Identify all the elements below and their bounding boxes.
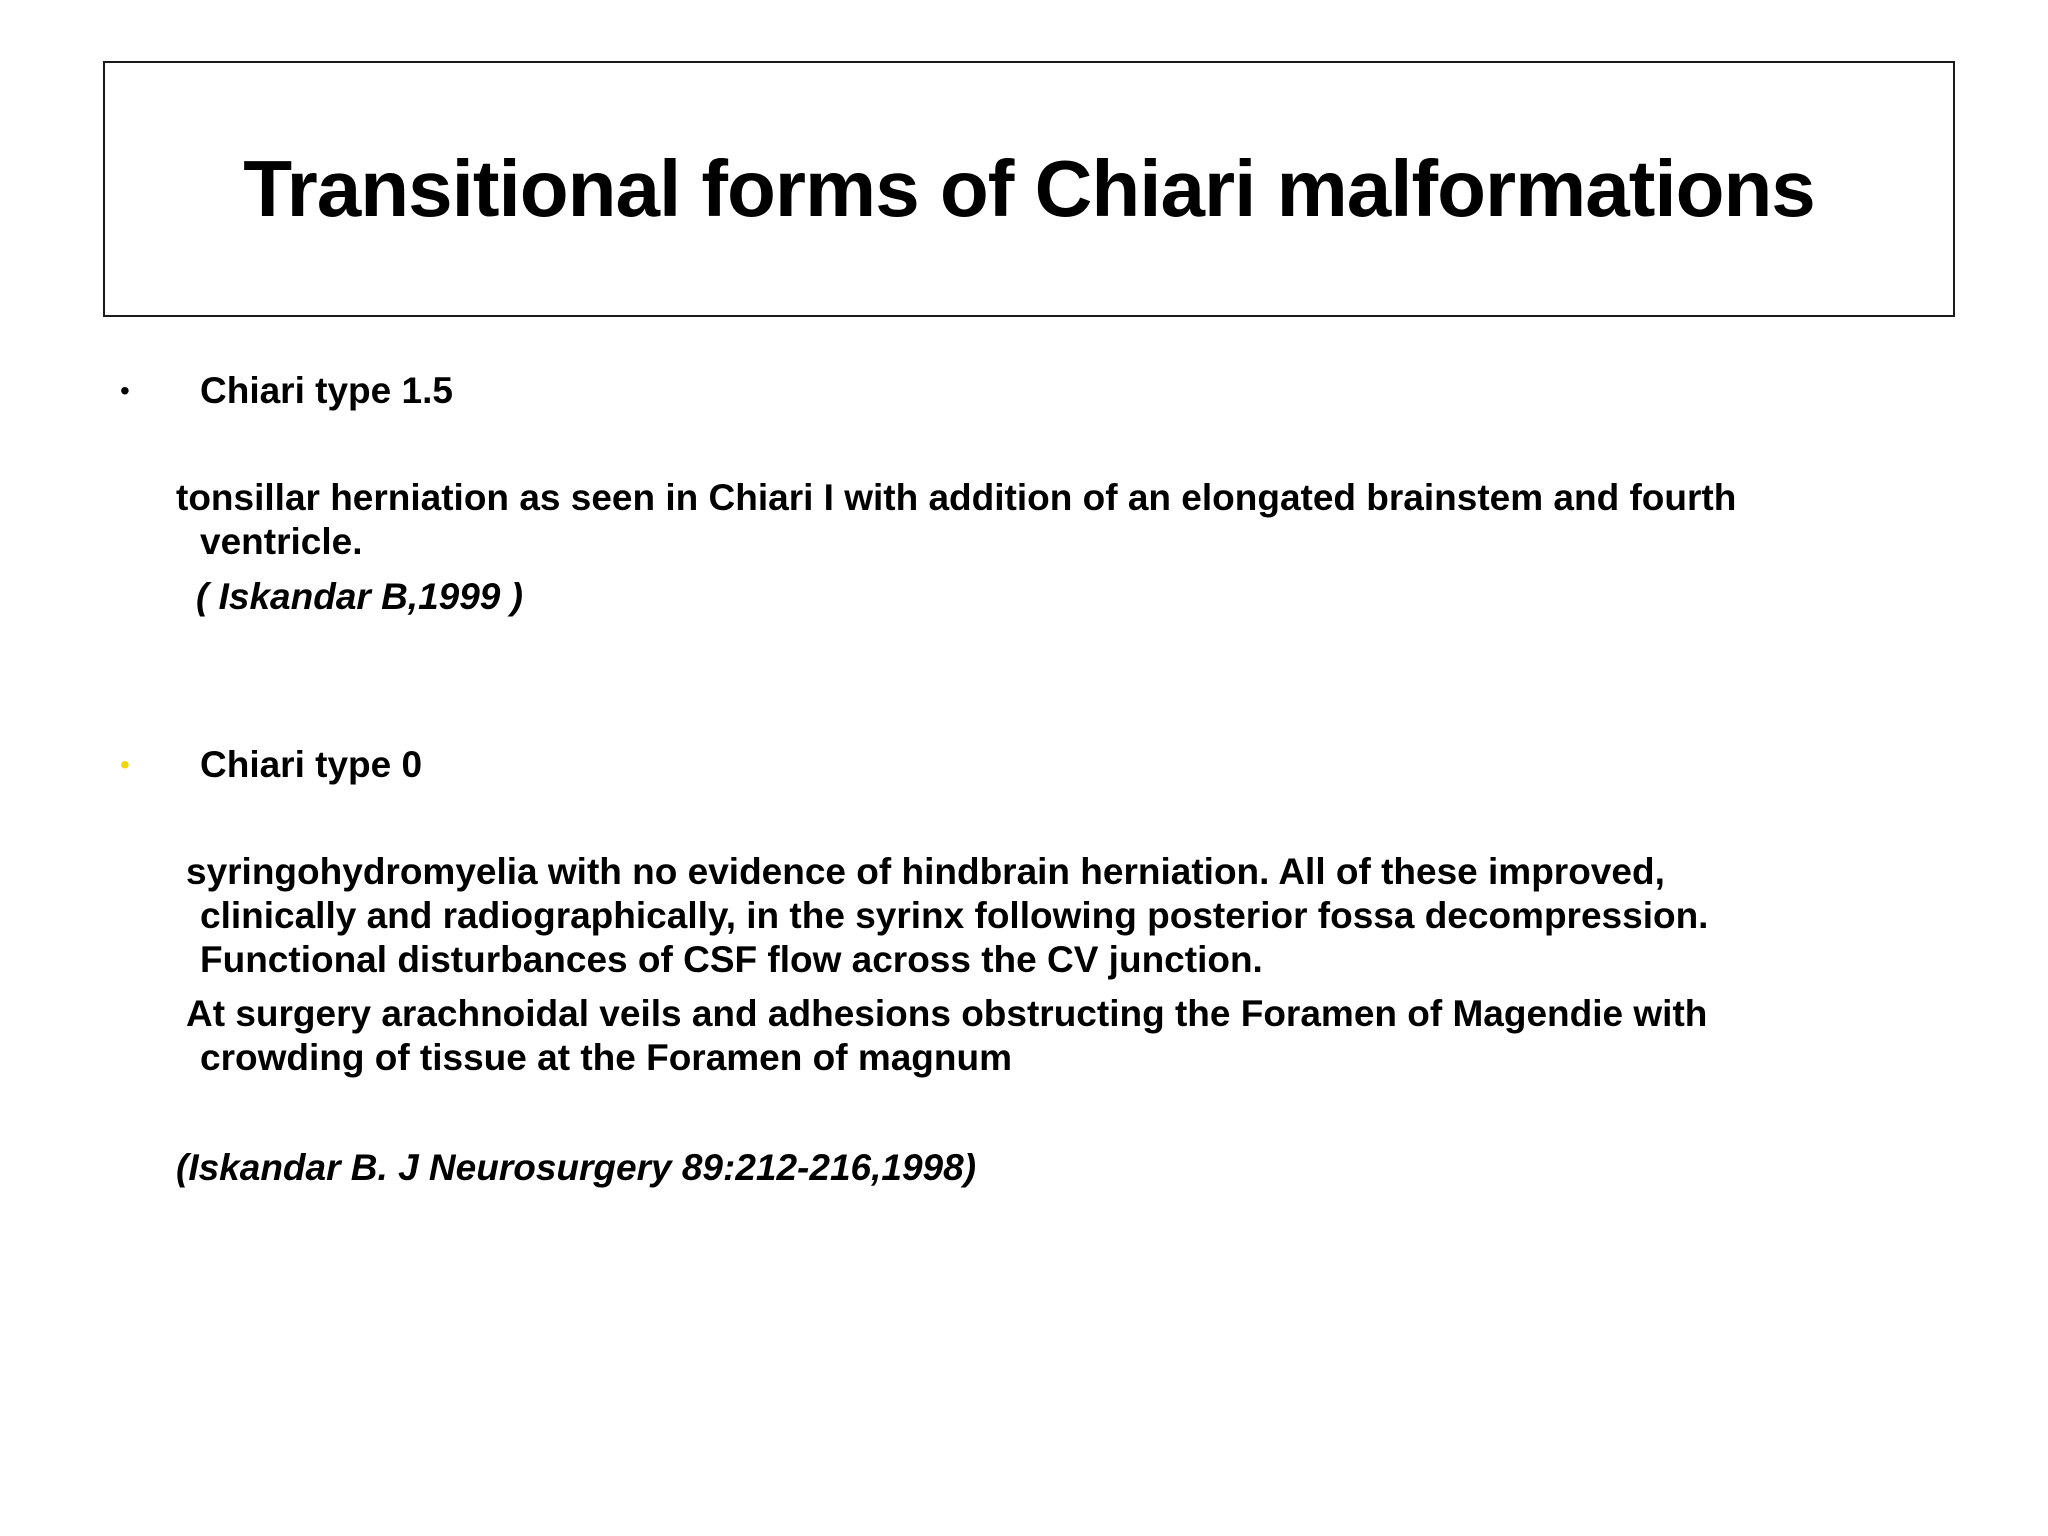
citation: ( Iskandar B,1999 ) (196, 576, 523, 617)
slide-title: Transitional forms of Chiari malformations (243, 144, 1815, 233)
paragraph-line: crowding of tissue at the Foramen of magnum (200, 1037, 1013, 1078)
paragraph-line: clinically and radiographically, in the syrinx following posterior fossa decompression. (200, 895, 1709, 936)
title-box (103, 61, 1955, 317)
bullet-icon: • (120, 749, 130, 780)
section-heading-chiari-0 (120, 740, 422, 790)
paragraph-line: ventricle. (200, 521, 363, 562)
section-paragraph (186, 992, 1707, 1080)
citation: (Iskandar B. J Neurosurgery 89:212-216,1998) (176, 1147, 977, 1188)
section-paragraph (186, 850, 1708, 982)
section-paragraph (176, 476, 1736, 564)
paragraph-line: At surgery arachnoidal veils and adhesions obstructing the Foramen of Magendie with (186, 993, 1708, 1034)
bullet-icon: • (120, 375, 130, 406)
section-heading-chiari-1-5 (120, 366, 453, 416)
paragraph-line: Functional disturbances of CSF flow across the CV junction. (200, 939, 1263, 980)
paragraph-line: tonsillar herniation as seen in Chiari I with addition of an elongated brainstem and fourth (176, 477, 1737, 518)
bullet-heading: Chiari type 1.5 (200, 370, 453, 411)
bullet-heading: Chiari type 0 (200, 744, 423, 785)
paragraph-line: syringohydromyelia with no evidence of hindbrain herniation. All of these improved, (186, 851, 1665, 892)
